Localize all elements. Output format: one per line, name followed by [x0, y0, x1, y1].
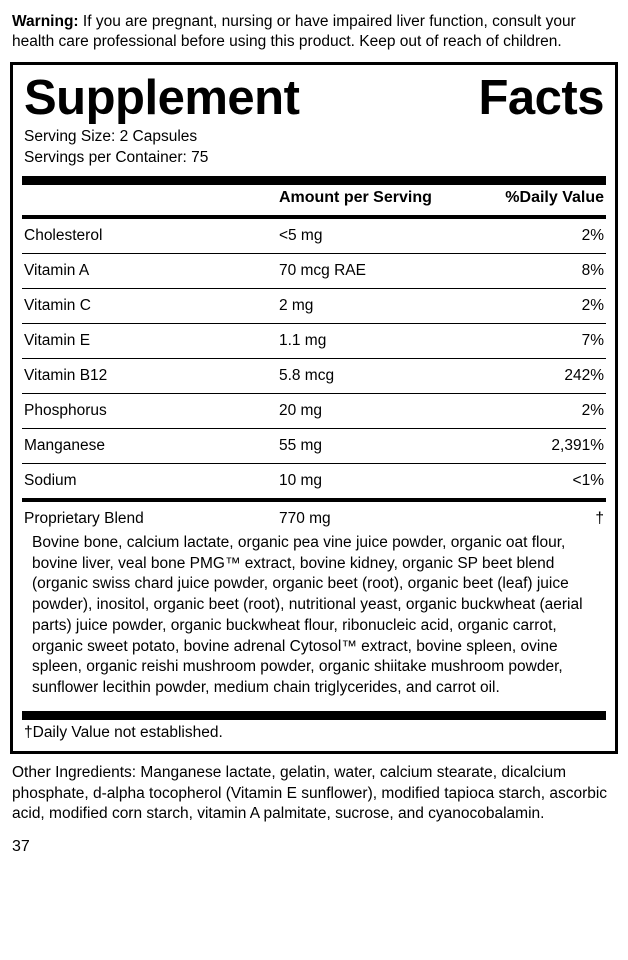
- rule-med-cell-bottom: [22, 494, 606, 506]
- blend-amount: 770 mg: [278, 509, 331, 527]
- rule-med: [22, 215, 606, 219]
- other-ingredients: Other Ingredients: Manganese lactate, gelatin, water, calcium stearate, dicalcium phosphate, d-alpha tocopherol (Vitamin E sunflower), modified tapioca starch, ascorbic acid, modified corn starch, vitamin A palmitate, sucrose, and cyanocobalamin.: [12, 763, 608, 823]
- row-daily-value: 242%: [564, 366, 604, 384]
- table-row: [22, 398, 606, 424]
- row-amount: 10 mg: [278, 471, 323, 489]
- row-nutrient: Vitamin A: [24, 261, 90, 279]
- warning-paragraph: [12, 12, 616, 53]
- row-separator-cell: [22, 319, 606, 328]
- serving-size: Serving Size: 2 Capsules: [24, 127, 198, 145]
- table-row: [22, 433, 606, 459]
- row-amount: 55 mg: [278, 436, 323, 454]
- row-daily-value: 2%: [581, 296, 604, 314]
- row-separator: [22, 284, 606, 293]
- servings-per-container: Servings per Container: 75: [24, 148, 209, 166]
- row-amount: 2 mg: [278, 296, 314, 314]
- row-separator-cell: [22, 354, 606, 363]
- rule-heavy-bottom: [22, 711, 606, 720]
- row-nutrient: Vitamin B12: [24, 366, 108, 384]
- blend-name: Proprietary Blend: [24, 509, 144, 527]
- row-amount: 1.1 mg: [278, 331, 327, 349]
- row-separator-cell: [22, 459, 606, 468]
- rule-heavy-top: [22, 176, 606, 185]
- page-number: 37: [12, 838, 30, 856]
- row-nutrient: Vitamin C: [24, 296, 91, 314]
- table-row: [22, 223, 606, 249]
- daily-value-footnote: †Daily Value not established.: [24, 723, 223, 741]
- proprietary-blend-row: [22, 506, 606, 532]
- title-facts: Facts: [478, 70, 604, 125]
- row-amount: 70 mcg RAE: [278, 261, 366, 279]
- rule-med-row-bottom: [22, 494, 606, 506]
- table-header-row: [22, 185, 606, 211]
- row-separator-cell: [22, 249, 606, 258]
- row-amount: <5 mg: [278, 226, 323, 244]
- row-amount: 5.8 mcg: [278, 366, 335, 384]
- row-daily-value: 7%: [581, 331, 604, 349]
- row-daily-value: <1%: [572, 471, 604, 489]
- sep-line: [22, 358, 606, 359]
- warning-text: If you are pregnant, nursing or have impaired liver function, consult your health care professional before using this product. Keep out of reach of children.: [12, 13, 576, 51]
- rule-med-row: [22, 211, 606, 223]
- row-separator: [22, 319, 606, 328]
- row-amount: 20 mg: [278, 401, 323, 419]
- sep-line: [22, 428, 606, 429]
- row-daily-value: 2%: [581, 401, 604, 419]
- supplement-facts-panel: [10, 62, 618, 754]
- title-supplement: Supplement: [24, 70, 300, 125]
- warning-label: Warning:: [12, 13, 79, 30]
- table-row: [22, 328, 606, 354]
- row-nutrient: Manganese: [24, 436, 106, 454]
- table-row: [22, 293, 606, 319]
- row-separator: [22, 354, 606, 363]
- row-separator: [22, 459, 606, 468]
- sep-line: [22, 463, 606, 464]
- sep-line: [22, 393, 606, 394]
- row-daily-value: 8%: [581, 261, 604, 279]
- table-row: [22, 363, 606, 389]
- row-nutrient: Vitamin E: [24, 331, 91, 349]
- row-nutrient: Sodium: [24, 471, 77, 489]
- header-daily-value: %Daily Value: [505, 188, 604, 206]
- sep-line: [22, 253, 606, 254]
- row-separator-cell: [22, 284, 606, 293]
- table-row: [22, 258, 606, 284]
- row-nutrient: Phosphorus: [24, 401, 107, 419]
- rule-med-cell: [22, 211, 606, 223]
- blend-ingredients: Bovine bone, calcium lactate, organic pea vine juice powder, organic oat flour, bovine liver, veal bone PMG™ extract, bovine kidney, organic SP beet blend (organic swiss chard juice powder, organic beet (root), organic beet (leaf) juice powder), inositol, organic beet (root), nutritional yeast, organic buckwheat (aerial parts) juice powder, organic buckwheat flour, ribonucleic acid, organic carrot, organic sweet potato, bovine adrenal Cytosol™ extract, bovine spleen, ovine spleen, organic reishi mushroom powder, organic shiitake mushroom powder, sunflower lecithin powder, medium chain triglycerides, and carrot oil.: [32, 533, 583, 697]
- header-nutrient: [22, 185, 279, 211]
- rule-med-bottom: [22, 498, 606, 502]
- sep-line: [22, 288, 606, 289]
- row-separator: [22, 424, 606, 433]
- table-row: [22, 468, 606, 494]
- row-separator-cell: [22, 389, 606, 398]
- row-daily-value: 2,391%: [551, 436, 604, 454]
- row-daily-value: 2%: [581, 226, 604, 244]
- supplement-facts-title: [22, 71, 606, 127]
- row-separator: [22, 389, 606, 398]
- sep-line: [22, 323, 606, 324]
- row-separator-cell: [22, 424, 606, 433]
- blend-daily-value: †: [595, 509, 604, 527]
- row-nutrient: Cholesterol: [24, 226, 103, 244]
- row-separator: [22, 249, 606, 258]
- header-amount: Amount per Serving: [278, 188, 432, 206]
- nutrition-table: [22, 185, 606, 532]
